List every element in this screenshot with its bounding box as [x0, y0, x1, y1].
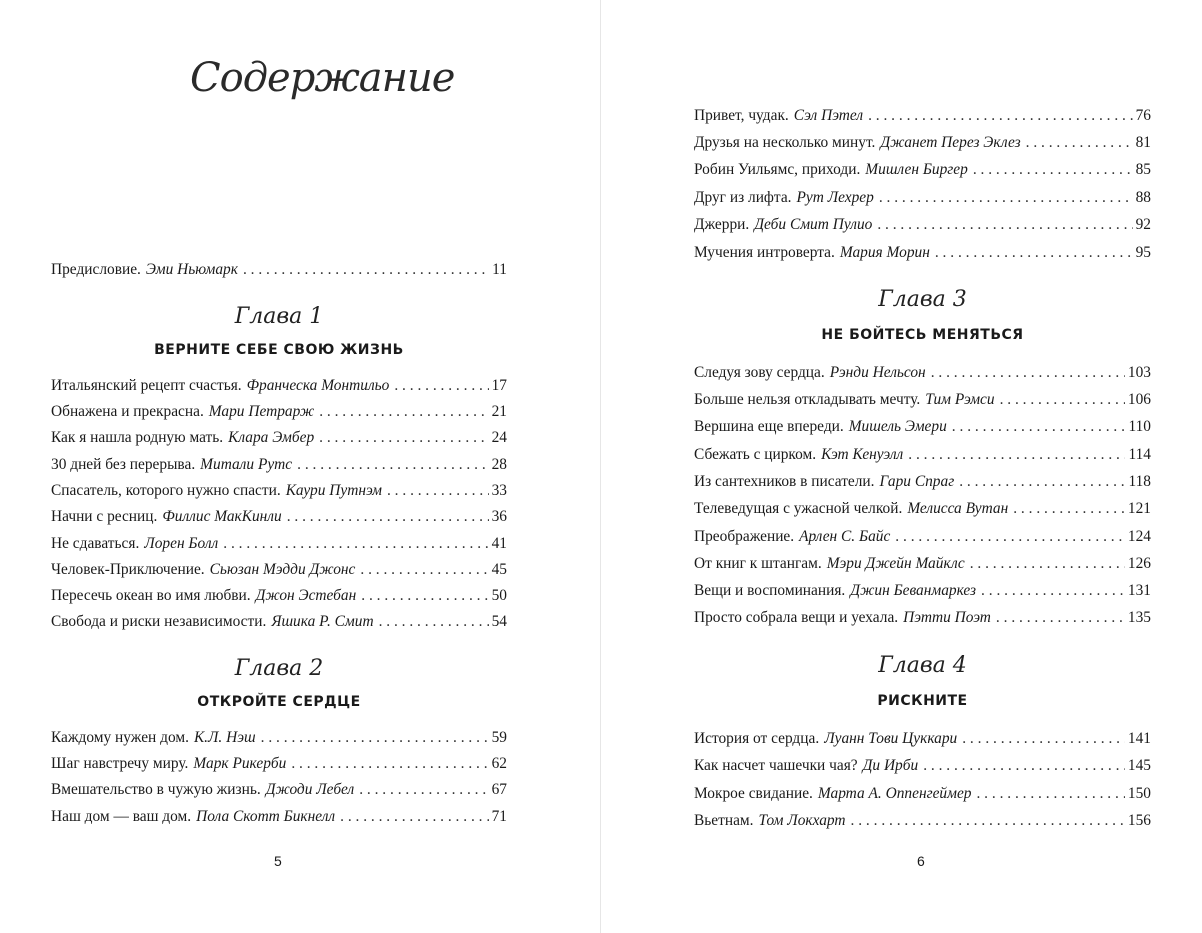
entry-title: Просто собрала вещи и уехала.: [694, 609, 899, 626]
entry-title: Итальянский рецепт счастья.: [51, 377, 242, 394]
toc-entry[interactable]: [694, 241, 1151, 265]
entry-page: 110: [1128, 418, 1151, 435]
entry-author: Мария Морин: [839, 244, 930, 261]
toc-entry[interactable]: [51, 400, 507, 424]
entry-author: Рэнди Нельсон: [829, 364, 926, 381]
entry-title: От книг к штангам.: [694, 555, 822, 572]
entry-page: 59: [491, 729, 507, 746]
toc-entry[interactable]: [694, 754, 1151, 778]
entry-author: Сьюзан Мэдди Джонс: [209, 561, 356, 578]
leader-dots: [361, 584, 488, 608]
leader-dots: [291, 752, 488, 776]
entry-title: Наш дом — ваш дом.: [51, 808, 192, 825]
entry-page: 67: [491, 781, 507, 798]
toc-entry[interactable]: [694, 213, 1151, 237]
entry-author: Митали Рутс: [200, 456, 293, 473]
entry-page: 141: [1127, 730, 1151, 747]
leader-dots: [935, 241, 1133, 265]
leader-dots: [243, 258, 489, 282]
chapter-3-heading: НЕ БОЙТЕСЬ МЕНЯТЬСЯ: [821, 327, 1024, 343]
entry-title: Предисловие.: [51, 261, 141, 278]
entry-page: 11: [492, 261, 507, 278]
entry-title: Следуя зову сердца.: [694, 364, 825, 381]
toc-entry[interactable]: [694, 727, 1151, 751]
entry-author: Яшика Р. Смит: [271, 613, 374, 630]
leader-dots: [868, 104, 1133, 128]
toc-entry[interactable]: [694, 158, 1151, 182]
left-page: [0, 0, 600, 933]
leader-dots: [1000, 388, 1125, 412]
entry-author: Марк Рикерби: [193, 755, 287, 772]
entry-author: Ди Ирби: [862, 757, 919, 774]
toc-entry[interactable]: [51, 558, 507, 582]
entry-title: Обнажена и прекрасна.: [51, 403, 204, 420]
entry-page: 24: [491, 429, 507, 446]
entry-page: 114: [1128, 446, 1151, 463]
entry-author: Том Локхарт: [758, 812, 846, 829]
leader-dots: [931, 361, 1125, 385]
toc-entry[interactable]: [694, 525, 1151, 549]
leader-dots: [908, 443, 1125, 467]
entry-page: 85: [1135, 161, 1151, 178]
entry-title: Человек-Приключение.: [51, 561, 205, 578]
toc-entry[interactable]: [51, 778, 507, 802]
entry-author: Франческа Монтильо: [246, 377, 390, 394]
entry-author: Джанет Перез Эклез: [880, 134, 1021, 151]
toc-entry[interactable]: [51, 805, 507, 829]
toc-entry[interactable]: [694, 361, 1151, 385]
entry-author: Мари Петрарж: [208, 403, 315, 420]
chapter-1-label: Глава 1: [234, 304, 324, 329]
entry-author: Клара Эмбер: [228, 429, 315, 446]
entry-title: Мучения интроверта.: [694, 244, 835, 261]
entry-author: Джон Эстебан: [255, 587, 357, 604]
entry-title: Друг из лифта.: [694, 189, 792, 206]
entry-title: Привет, чудак.: [694, 107, 789, 124]
toc-entry[interactable]: [51, 532, 507, 556]
leader-dots: [962, 727, 1125, 751]
leader-dots: [379, 610, 489, 634]
toc-entry[interactable]: [694, 415, 1151, 439]
chapter-2-heading: ОТКРОЙТЕ СЕРДЦЕ: [197, 694, 361, 710]
entry-author: Мишлен Биргер: [865, 161, 968, 178]
entry-title: 30 дней без перерыва.: [51, 456, 196, 473]
toc-entry[interactable]: [694, 186, 1151, 210]
entry-page: 54: [491, 613, 507, 630]
entry-title: Не сдаваться.: [51, 535, 140, 552]
leader-dots: [223, 532, 488, 556]
entry-page: 33: [491, 482, 507, 499]
chapter-2-label: Глава 2: [234, 656, 324, 681]
entry-title: Свобода и риски независимости.: [51, 613, 267, 630]
leader-dots: [895, 525, 1125, 549]
entry-page: 81: [1135, 134, 1151, 151]
entry-page: 71: [491, 808, 507, 825]
leader-dots: [923, 754, 1125, 778]
entry-author: Джин Беванмаркез: [850, 582, 977, 599]
leader-dots: [261, 726, 489, 750]
leader-dots: [959, 470, 1125, 494]
toc-entry[interactable]: [51, 610, 507, 634]
entry-title: История от сердца.: [694, 730, 820, 747]
entry-title: Преображение.: [694, 528, 795, 545]
entry-page: 95: [1135, 244, 1151, 261]
entry-page: 135: [1127, 609, 1151, 626]
leader-dots: [319, 426, 488, 450]
leader-dots: [319, 400, 488, 424]
entry-page: 41: [491, 535, 507, 552]
leader-dots: [360, 558, 488, 582]
entry-title: Вершина еще впереди.: [694, 418, 844, 435]
toc-entry[interactable]: [694, 104, 1151, 128]
entry-author: Марта А. Оппенгеймер: [817, 785, 972, 802]
leader-dots: [359, 778, 488, 802]
entry-author: Лорен Болл: [144, 535, 219, 552]
page-number: 6: [917, 853, 925, 869]
entry-author: Пэтти Поэт: [903, 609, 991, 626]
entry-title: Мокрое свидание.: [694, 785, 813, 802]
entry-title: Сбежать с цирком.: [694, 446, 817, 463]
entry-author: Филлис МакКинли: [162, 508, 282, 525]
entry-title: Вьетнам.: [694, 812, 754, 829]
entry-author: Джоди Лебел: [265, 781, 355, 798]
entry-title: Как я нашла родную мать.: [51, 429, 224, 446]
leader-dots: [970, 552, 1125, 576]
toc-entry[interactable]: [694, 809, 1151, 833]
entry-page: 76: [1135, 107, 1151, 124]
entry-page: 124: [1127, 528, 1151, 545]
entry-page: 88: [1135, 189, 1151, 206]
toc-entry[interactable]: [694, 497, 1151, 521]
entry-title: Шаг навстречу миру.: [51, 755, 189, 772]
entry-title: Вмешательство в чужую жизнь.: [51, 781, 261, 798]
toc-entry[interactable]: [694, 470, 1151, 494]
toc-entry-preface[interactable]: [51, 258, 507, 282]
entry-title: Вещи и воспоминания.: [694, 582, 846, 599]
entry-title: Больше нельзя откладывать мечту.: [694, 391, 921, 408]
chapter-4-heading: РИСКНИТЕ: [877, 693, 968, 709]
entry-title: Каждому нужен дом.: [51, 729, 189, 746]
entry-author: Мишель Эмери: [848, 418, 947, 435]
chapter-4-label: Глава 4: [878, 653, 967, 678]
leader-dots: [387, 479, 489, 503]
entry-page: 45: [491, 561, 507, 578]
entry-author: Кэт Кенуэлл: [821, 446, 904, 463]
entry-page: 121: [1127, 500, 1151, 517]
leader-dots: [851, 809, 1125, 833]
entry-page: 21: [491, 403, 507, 420]
leader-dots: [952, 415, 1126, 439]
toc-entry[interactable]: [51, 453, 507, 477]
toc-entry[interactable]: [51, 426, 507, 450]
toc-entry[interactable]: [51, 584, 507, 608]
entry-page: 118: [1128, 473, 1151, 490]
leader-dots: [1026, 131, 1133, 155]
toc-entry[interactable]: [51, 752, 507, 776]
entry-page: 106: [1127, 391, 1151, 408]
entry-author: Луанн Тови Цуккари: [824, 730, 958, 747]
entry-author: Деби Смит Пулио: [754, 216, 873, 233]
toc-entry[interactable]: [51, 374, 507, 398]
entry-title: Начни с ресниц.: [51, 508, 158, 525]
toc-entry[interactable]: [694, 552, 1151, 576]
entry-author: Мэри Джейн Майклс: [826, 555, 965, 572]
leader-dots: [981, 579, 1125, 603]
entry-author: Эми Ньюмарк: [145, 261, 238, 278]
entry-title: Как насчет чашечки чая?: [694, 757, 858, 774]
entry-author: Сэл Пэтел: [793, 107, 864, 124]
leader-dots: [340, 805, 488, 829]
contents-title: Содержание: [190, 55, 455, 101]
entry-page: 92: [1135, 216, 1151, 233]
entry-title: Друзья на несколько минут.: [694, 134, 876, 151]
entry-title: Из сантехников в писатели.: [694, 473, 875, 490]
entry-author: Арлен С. Байс: [799, 528, 891, 545]
entry-author: Гари Спраг: [879, 473, 955, 490]
toc-entry[interactable]: [51, 505, 507, 529]
entry-author: К.Л. Нэш: [193, 729, 256, 746]
toc-entry[interactable]: [694, 579, 1151, 603]
leader-dots: [394, 374, 488, 398]
entry-page: 28: [491, 456, 507, 473]
toc-entry[interactable]: [51, 726, 507, 750]
leader-dots: [973, 158, 1133, 182]
right-page: [601, 0, 1202, 933]
entry-title: Джерри.: [694, 216, 750, 233]
entry-page: 36: [491, 508, 507, 525]
leader-dots: [1013, 497, 1125, 521]
entry-title: Робин Уильямс, приходи.: [694, 161, 861, 178]
entry-page: 150: [1127, 785, 1151, 802]
entry-page: 17: [491, 377, 507, 394]
entry-title: Телеведущая с ужасной челкой.: [694, 500, 903, 517]
chapter-1-heading: ВЕРНИТЕ СЕБЕ СВОЮ ЖИЗНЬ: [154, 342, 404, 358]
leader-dots: [976, 782, 1124, 806]
page-number: 5: [274, 853, 282, 869]
entry-page: 62: [491, 755, 507, 772]
entry-page: 145: [1127, 757, 1151, 774]
entry-title: Спасатель, которого нужно спасти.: [51, 482, 281, 499]
entry-page: 131: [1127, 582, 1151, 599]
toc-entry[interactable]: [694, 388, 1151, 412]
entry-page: 156: [1127, 812, 1151, 829]
leader-dots: [287, 505, 489, 529]
chapter-3-label: Глава 3: [878, 287, 967, 312]
leader-dots: [297, 453, 488, 477]
entry-author: Рут Лехрер: [796, 189, 874, 206]
toc-entry[interactable]: [694, 606, 1151, 630]
leader-dots: [996, 606, 1125, 630]
toc-entry[interactable]: [51, 479, 507, 503]
entry-author: Каури Путнэм: [285, 482, 382, 499]
entry-title: Пересечь океан во имя любви.: [51, 587, 251, 604]
entry-author: Мелисса Вутан: [907, 500, 1009, 517]
entry-page: 103: [1127, 364, 1151, 381]
entry-author: Пола Скотт Бикнелл: [196, 808, 336, 825]
toc-entry[interactable]: [694, 131, 1151, 155]
leader-dots: [877, 213, 1132, 237]
toc-entry[interactable]: [694, 443, 1151, 467]
entry-author: Тим Рэмси: [925, 391, 995, 408]
entry-page: 50: [491, 587, 507, 604]
leader-dots: [879, 186, 1133, 210]
toc-entry[interactable]: [694, 782, 1151, 806]
entry-page: 126: [1127, 555, 1151, 572]
